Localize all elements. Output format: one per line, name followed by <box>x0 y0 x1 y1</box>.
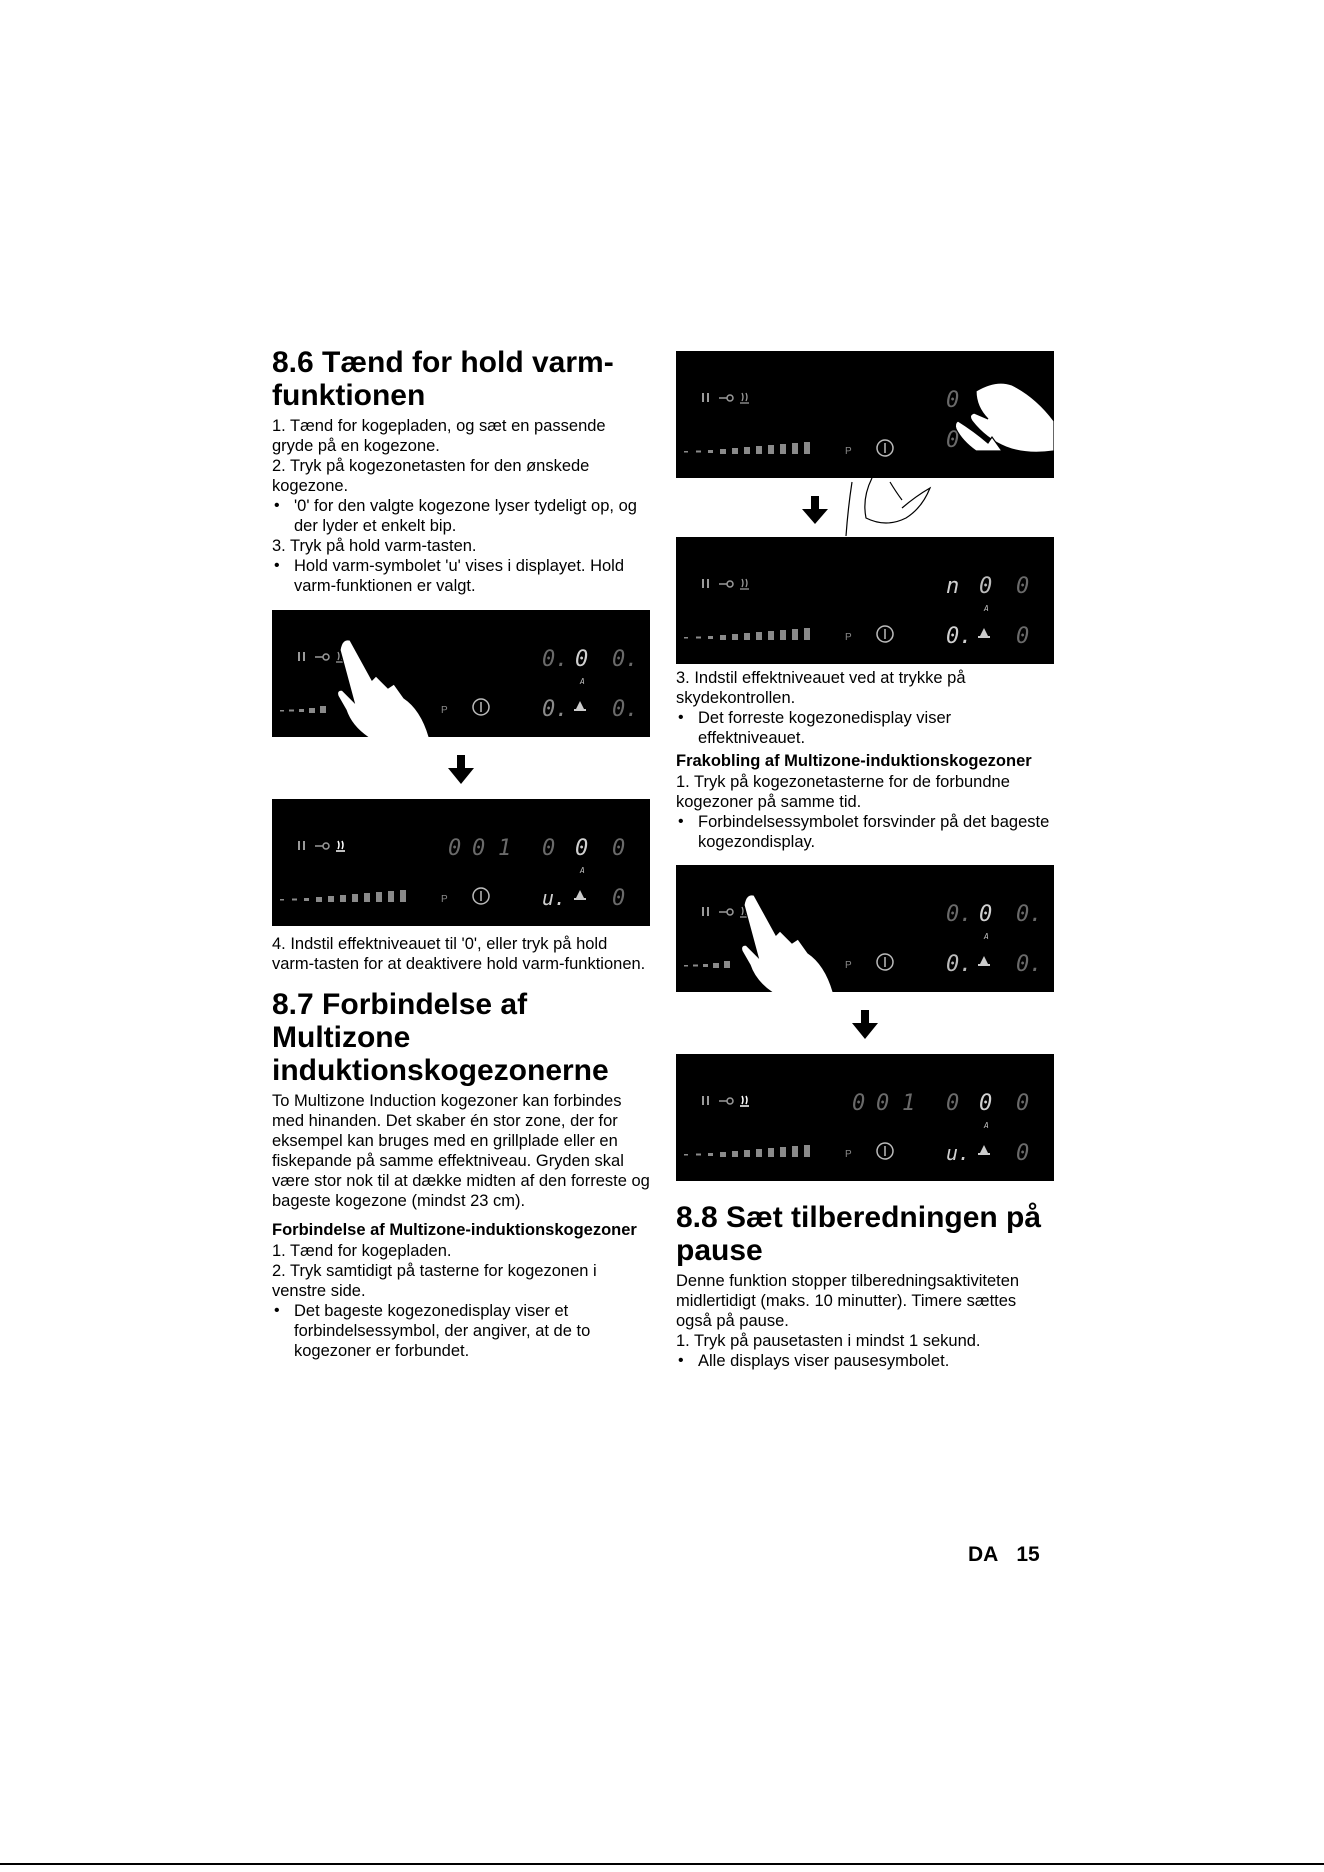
right-column <box>676 351 1054 1371</box>
intro-8-8: Denne funktion stopper tilberedningsaktiviteten midlertidigt (maks. 10 minutter). Timere sættes også på pause. <box>676 1272 1020 1330</box>
svg-text:0.: 0. <box>946 902 973 927</box>
svg-text:P: P <box>845 446 852 457</box>
auto-mark: A <box>580 677 585 686</box>
display-rear-left: 0. <box>542 647 569 672</box>
control-panel-figure-keep-warm <box>272 799 650 926</box>
bullet-front-display: • Det forreste kogezonedisplay viser effektniveauet. <box>676 708 1054 748</box>
svg-text:0: 0 <box>542 836 556 861</box>
svg-text:A: A <box>984 932 989 941</box>
step-1: 1. Tænd for kogepladen, og sæt en passende gryde på en kogezone. <box>272 417 606 455</box>
pause-bullet: • Alle displays viser pausesymbolet. <box>676 1351 1054 1371</box>
svg-text:P: P <box>845 1149 852 1160</box>
display-middle: 0 <box>575 647 589 672</box>
control-panel-figure <box>272 610 650 737</box>
pause-step-1: 1. Tryk på pausetasten i mindst 1 sekund. <box>676 1332 981 1350</box>
svg-text:1: 1 <box>902 1091 916 1116</box>
svg-text:A: A <box>984 1121 989 1130</box>
step-2: 2. Tryk på kogezonetasten for den ønskede kogezone. <box>272 457 590 495</box>
hand-pointer-icon <box>955 383 1054 452</box>
section-title-8-8: 8.8 Sæt tilberedningen på pause <box>676 1201 1042 1267</box>
svg-text:0: 0 <box>946 388 960 413</box>
zone-displays <box>542 647 639 722</box>
svg-text:P: P <box>845 960 852 971</box>
steps-8-6 <box>272 416 650 496</box>
svg-text:0: 0 <box>1016 574 1030 599</box>
steps-pause <box>676 1331 1054 1351</box>
bullets-disconnect <box>676 812 1054 852</box>
arrow-and-hand <box>676 478 1054 537</box>
left-column <box>272 346 650 1361</box>
svg-text:0: 0 <box>979 902 993 927</box>
svg-text:0: 0 <box>1016 624 1030 649</box>
svg-text:0: 0 <box>575 836 589 861</box>
control-panel-figure-connect <box>676 351 1054 478</box>
slider-scale <box>280 706 326 713</box>
svg-text:0.: 0. <box>1016 952 1043 977</box>
bullets-pause <box>676 1351 1054 1371</box>
step-3-level: 3. Indstil effektniveauet ved at trykke på skydekontrollen. <box>676 669 966 707</box>
hand-pointer-icon <box>338 640 431 737</box>
hand-pointer-icon <box>742 895 835 992</box>
bullet-keep-warm-shown: • Hold varm-symbolet 'u' vises i displayet. Hold varm-funktionen er valgt. <box>272 556 650 596</box>
svg-text:0: 0 <box>852 1091 866 1116</box>
section-title-8-7: 8.7 Forbindelse af Multizone induktionskogezonerne <box>272 988 609 1087</box>
svg-text:0: 0 <box>946 428 960 453</box>
svg-text:0: 0 <box>612 886 626 911</box>
svg-text:u.: u. <box>946 1141 971 1165</box>
steps-level <box>676 668 1054 708</box>
display-front-right: 0. <box>612 697 639 722</box>
subheading-connect: Forbindelse af Multizone-induktionskogezoner <box>272 1221 637 1239</box>
hood-icon <box>574 701 586 711</box>
page-number: 15 <box>1016 1543 1040 1566</box>
svg-text:0: 0 <box>1016 1091 1030 1116</box>
pause-icon <box>298 652 305 661</box>
hand-outline-icon <box>846 478 930 536</box>
disconnect-bullet: • Forbindelsessymbolet forsvinder på det bageste kogezondisplay. <box>676 812 1054 852</box>
steps-c <box>272 934 650 974</box>
steps-connect <box>272 1241 650 1301</box>
step-4: 4. Indstil effektniveauet til '0', eller tryk på hold varm-tasten for at deaktivere hold varm-funktionen. <box>272 935 646 973</box>
svg-text:0: 0 <box>612 836 626 861</box>
svg-text:0: 0 <box>448 836 462 861</box>
section-title-8-6: 8.6 Tænd for hold varm-funktionen <box>272 346 614 412</box>
page-footer <box>968 1543 1040 1567</box>
subheading-disconnect: Frakobling af Multizone-induktionskogezoner <box>676 752 1032 770</box>
arrow-down-icon <box>802 496 828 524</box>
intro-8-7: To Multizone Induction kogezoner kan forbindes med hinanden. Det skaber én stor zone, der for eksempel kan bruges med en grillplade eller en fiskepande på samme effektniveau. Gryden skal være stor nok til at dække midten af den forreste og bageste kogezone (mindst 23 cm). <box>272 1092 650 1210</box>
svg-text:0: 0 <box>1016 1141 1030 1166</box>
bullets-level <box>676 708 1054 748</box>
svg-text:0: 0 <box>946 1091 960 1116</box>
power-icon <box>473 699 489 715</box>
connection-symbol: n <box>946 574 960 599</box>
svg-text:A: A <box>984 604 989 613</box>
lock-icon <box>315 654 329 660</box>
arrow-down-icon <box>676 992 1054 1054</box>
svg-text:0.: 0. <box>1016 902 1043 927</box>
svg-text:0: 0 <box>979 1091 993 1116</box>
svg-text:0: 0 <box>979 574 993 599</box>
bullets-b <box>272 556 650 596</box>
footer-language: DA <box>968 1543 999 1566</box>
disconnect-step-1: 1. Tryk på kogezonetasterne for de forbundne kogezoner på samme tid. <box>676 773 1010 811</box>
steps-disconnect <box>676 772 1054 812</box>
bullet-zero-lights: • '0' for den valgte kogezone lyser tydeligt op, og der lyder et enkelt bip. <box>272 496 650 536</box>
svg-text:0: 0 <box>876 1091 890 1116</box>
svg-text:1: 1 <box>498 836 512 861</box>
svg-text:0.: 0. <box>946 624 973 649</box>
arrow-down-icon <box>272 737 650 799</box>
svg-text:0: 0 <box>472 836 486 861</box>
slider-p-label: P <box>441 705 448 716</box>
connect-step-2: 2. Tryk samtidigt på tasterne for kogezonen i venstre side. <box>272 1262 597 1300</box>
svg-text:A: A <box>580 866 585 875</box>
bullets-a <box>272 496 650 536</box>
svg-text:u.: u. <box>542 886 567 910</box>
display-front-left: 0. <box>542 697 569 722</box>
connect-bullet: • Det bageste kogezonedisplay viser et forbindelsessymbol, der angiver, at de to kogezoner er forbundet. <box>272 1301 650 1361</box>
control-panel-figure-connected <box>676 537 1054 664</box>
steps-b <box>272 536 650 556</box>
bullets-connect <box>272 1301 650 1361</box>
svg-text:0.: 0. <box>946 952 973 977</box>
connect-step-1: 1. Tænd for kogepladen. <box>272 1242 452 1260</box>
control-panel-figure-disconnect <box>676 865 1054 992</box>
control-panel-figure-disconnected <box>676 1054 1054 1181</box>
svg-text:P: P <box>441 894 448 905</box>
step-3: 3. Tryk på hold varm-tasten. <box>272 537 477 555</box>
svg-text:P: P <box>845 632 852 643</box>
display-rear-right: 0. <box>612 647 639 672</box>
bottom-rule <box>0 1863 1324 1865</box>
